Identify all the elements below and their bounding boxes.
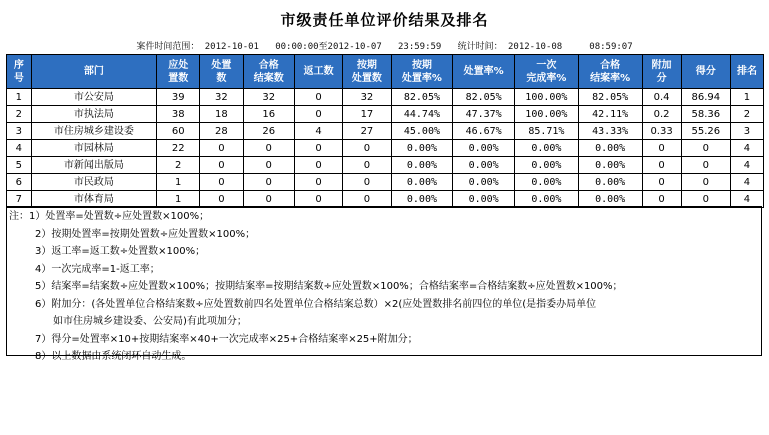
- table-cell: 27: [343, 123, 391, 140]
- table-cell: 2: [730, 106, 763, 123]
- column-header-line: 完成率%: [526, 72, 567, 84]
- table-cell: 0.33: [642, 123, 681, 140]
- column-header-line: 结案率%: [590, 72, 631, 84]
- column-header: [343, 55, 391, 89]
- department-cell: 市执法局: [31, 106, 156, 123]
- table-cell: 0: [294, 191, 342, 208]
- table-cell: 4: [730, 174, 763, 191]
- column-header-line: 附加: [651, 59, 672, 71]
- table-cell: 0: [343, 191, 391, 208]
- table-cell: 0: [243, 140, 294, 157]
- table-cell: 45.00%: [391, 123, 453, 140]
- table-cell: 82.05%: [578, 89, 642, 106]
- table-cell: 0: [200, 174, 243, 191]
- department-cell: 市住房城乡建设委: [31, 123, 156, 140]
- report-title: 市级责任单位评价结果及排名: [280, 11, 489, 29]
- table-cell: 46.67%: [453, 123, 515, 140]
- table-cell: 0: [642, 191, 681, 208]
- column-header: [200, 55, 243, 89]
- note-line: 3）返工率=返工数÷处置数×100%；: [35, 246, 206, 257]
- table-cell: 0: [243, 191, 294, 208]
- table-cell: 55.26: [681, 123, 730, 140]
- table-cell: 0: [343, 157, 391, 174]
- table-cell: 4: [730, 191, 763, 208]
- table-row: [7, 123, 764, 140]
- table-cell: 1: [730, 89, 763, 106]
- table-cell: 0.00%: [515, 157, 579, 174]
- column-header-line: 排名: [736, 66, 757, 77]
- table-cell: 42.11%: [578, 106, 642, 123]
- table-cell: 0.00%: [391, 157, 453, 174]
- column-header: [730, 55, 763, 89]
- column-header-line: 结案数: [253, 72, 284, 84]
- table-cell: 0.00%: [578, 191, 642, 208]
- column-header: [31, 55, 156, 89]
- table-cell: 82.05%: [391, 89, 453, 106]
- column-header-line: 按期: [356, 59, 377, 71]
- table-cell: 0: [200, 191, 243, 208]
- table-cell: 0.00%: [578, 140, 642, 157]
- table-cell: 32: [243, 89, 294, 106]
- table-row: [7, 106, 764, 123]
- table-cell: 32: [200, 89, 243, 106]
- table-header-row: [7, 55, 764, 89]
- table-cell: 3: [730, 123, 763, 140]
- table-cell: 2: [7, 106, 32, 123]
- table-cell: 0.00%: [453, 140, 515, 157]
- table-cell: 0: [343, 140, 391, 157]
- column-header-line: 合格: [258, 59, 279, 71]
- department-cell: 市园林局: [31, 140, 156, 157]
- table-cell: 7: [7, 191, 32, 208]
- table-cell: 26: [243, 123, 294, 140]
- table-row: [7, 174, 764, 191]
- table-cell: 86.94: [681, 89, 730, 106]
- table-cell: 0.4: [642, 89, 681, 106]
- table-cell: 58.36: [681, 106, 730, 123]
- table-cell: 16: [243, 106, 294, 123]
- table-cell: 0: [294, 89, 342, 106]
- column-header-line: 分: [656, 72, 667, 84]
- table-row: [7, 89, 764, 106]
- table-row: [7, 191, 764, 208]
- table-cell: 100.00%: [515, 89, 579, 106]
- column-header: [681, 55, 730, 89]
- table-cell: 0.00%: [578, 157, 642, 174]
- table-cell: 60: [157, 123, 200, 140]
- table-cell: 32: [343, 89, 391, 106]
- column-header-line: 返工数: [303, 66, 334, 77]
- column-header: [453, 55, 515, 89]
- column-header-line: 按期: [411, 59, 432, 71]
- note-line: 注：1）处置率=处置数÷应处置数×100%；: [9, 211, 210, 222]
- column-header-line: 合格: [600, 59, 621, 71]
- table-cell: 0.00%: [391, 191, 453, 208]
- column-header-line: 处置: [211, 59, 232, 71]
- note-line: 4）一次完成率=1-返工率；: [35, 263, 160, 275]
- table-cell: 39: [157, 89, 200, 106]
- table-body: [7, 89, 764, 208]
- table-cell: 1: [157, 174, 200, 191]
- note-line: 6）附加分：(各处置单位合格结案数÷应处置数前四名处置单位合格结案总数）×2(应处置数排名前四位的单位(是指委办局单位: [35, 298, 597, 310]
- column-header-line: 置数: [168, 72, 189, 84]
- table-cell: 0: [681, 174, 730, 191]
- column-header-line: 处置数: [351, 72, 382, 84]
- note-line: 2）按期处置率=按期处置数÷应处置数×100%；: [35, 228, 256, 240]
- table-cell: 6: [7, 174, 32, 191]
- notes-box: [6, 206, 762, 362]
- note-line: 如市住房城乡建设委、公安局)有此项加分；: [53, 316, 247, 327]
- table-cell: 2: [157, 157, 200, 174]
- department-cell: 市民政局: [31, 174, 156, 191]
- table-cell: 22: [157, 140, 200, 157]
- column-header-line: 处置率%: [463, 66, 504, 77]
- table-cell: 0.00%: [391, 140, 453, 157]
- table-cell: 4: [294, 123, 342, 140]
- table-cell: 0.00%: [391, 174, 453, 191]
- table-cell: 0: [243, 157, 294, 174]
- table-cell: 0: [642, 174, 681, 191]
- column-header-line: 部门: [83, 66, 104, 77]
- column-header-line: 一次: [536, 59, 557, 71]
- table-cell: 0: [294, 157, 342, 174]
- column-header-line: 数: [216, 72, 227, 84]
- report-time-range: 案件时间范围： 2012-10-01 00:00:00至2012-10-07 23:59:59 统计时间： 2012-10-08 08:59:07: [136, 42, 633, 52]
- column-header: [294, 55, 342, 89]
- table-cell: 38: [157, 106, 200, 123]
- table-cell: 28: [200, 123, 243, 140]
- table-cell: 0: [200, 157, 243, 174]
- table-cell: 0.00%: [515, 174, 579, 191]
- note-line: 8）以上数据由系统闭环自动生成。: [35, 351, 192, 362]
- column-header-line: 得分: [695, 66, 716, 77]
- table-cell: 0: [681, 191, 730, 208]
- column-header-line: 处置率%: [401, 72, 442, 84]
- table-cell: 0: [642, 157, 681, 174]
- column-header: [7, 55, 32, 89]
- table-cell: 0: [243, 174, 294, 191]
- column-header-line: 序: [13, 59, 24, 71]
- department-cell: 市体育局: [31, 191, 156, 208]
- table-cell: 0.00%: [453, 157, 515, 174]
- table-cell: 3: [7, 123, 32, 140]
- table-cell: 0: [681, 157, 730, 174]
- table-cell: 0.00%: [515, 191, 579, 208]
- department-cell: 市新闻出版局: [31, 157, 156, 174]
- ranking-table: [6, 54, 764, 208]
- column-header: [578, 55, 642, 89]
- table-cell: 4: [730, 140, 763, 157]
- table-cell: 43.33%: [578, 123, 642, 140]
- table-cell: 0: [681, 140, 730, 157]
- table-cell: 100.00%: [515, 106, 579, 123]
- table-cell: 0.00%: [453, 191, 515, 208]
- table-cell: 0: [294, 174, 342, 191]
- note-line: 7）得分=处置率×10+按期结案率×40+一次完成率×25+合格结案率×25+附加分；: [35, 333, 418, 345]
- table-cell: 18: [200, 106, 243, 123]
- table-cell: 0: [294, 140, 342, 157]
- table-cell: 0.00%: [453, 174, 515, 191]
- table-cell: 5: [7, 157, 32, 174]
- table-cell: 47.37%: [453, 106, 515, 123]
- table-cell: 0.2: [642, 106, 681, 123]
- table-cell: 0.00%: [578, 174, 642, 191]
- table-cell: 1: [157, 191, 200, 208]
- table-row: [7, 157, 764, 174]
- table-cell: 85.71%: [515, 123, 579, 140]
- column-header: [243, 55, 294, 89]
- table-cell: 0: [642, 140, 681, 157]
- table-cell: 82.05%: [453, 89, 515, 106]
- note-line: 5）结案率=结案数÷应处置数×100%；按期结案率=按期结案数÷应处置数×100%；合格结案率=合格结案数÷应处置数×100%；: [35, 281, 623, 292]
- table-cell: 4: [730, 157, 763, 174]
- column-header-line: 号: [13, 72, 24, 84]
- table-cell: 0: [200, 140, 243, 157]
- column-header: [515, 55, 579, 89]
- column-header: [391, 55, 453, 89]
- column-header-line: 应处: [168, 59, 189, 71]
- column-header: [642, 55, 681, 89]
- table-cell: 1: [7, 89, 32, 106]
- table-cell: 0: [343, 174, 391, 191]
- table-cell: 44.74%: [391, 106, 453, 123]
- table-row: [7, 140, 764, 157]
- table-cell: 17: [343, 106, 391, 123]
- table-cell: 4: [7, 140, 32, 157]
- table-cell: 0.00%: [515, 140, 579, 157]
- department-cell: 市公安局: [31, 89, 156, 106]
- column-header: [157, 55, 200, 89]
- table-cell: 0: [294, 106, 342, 123]
